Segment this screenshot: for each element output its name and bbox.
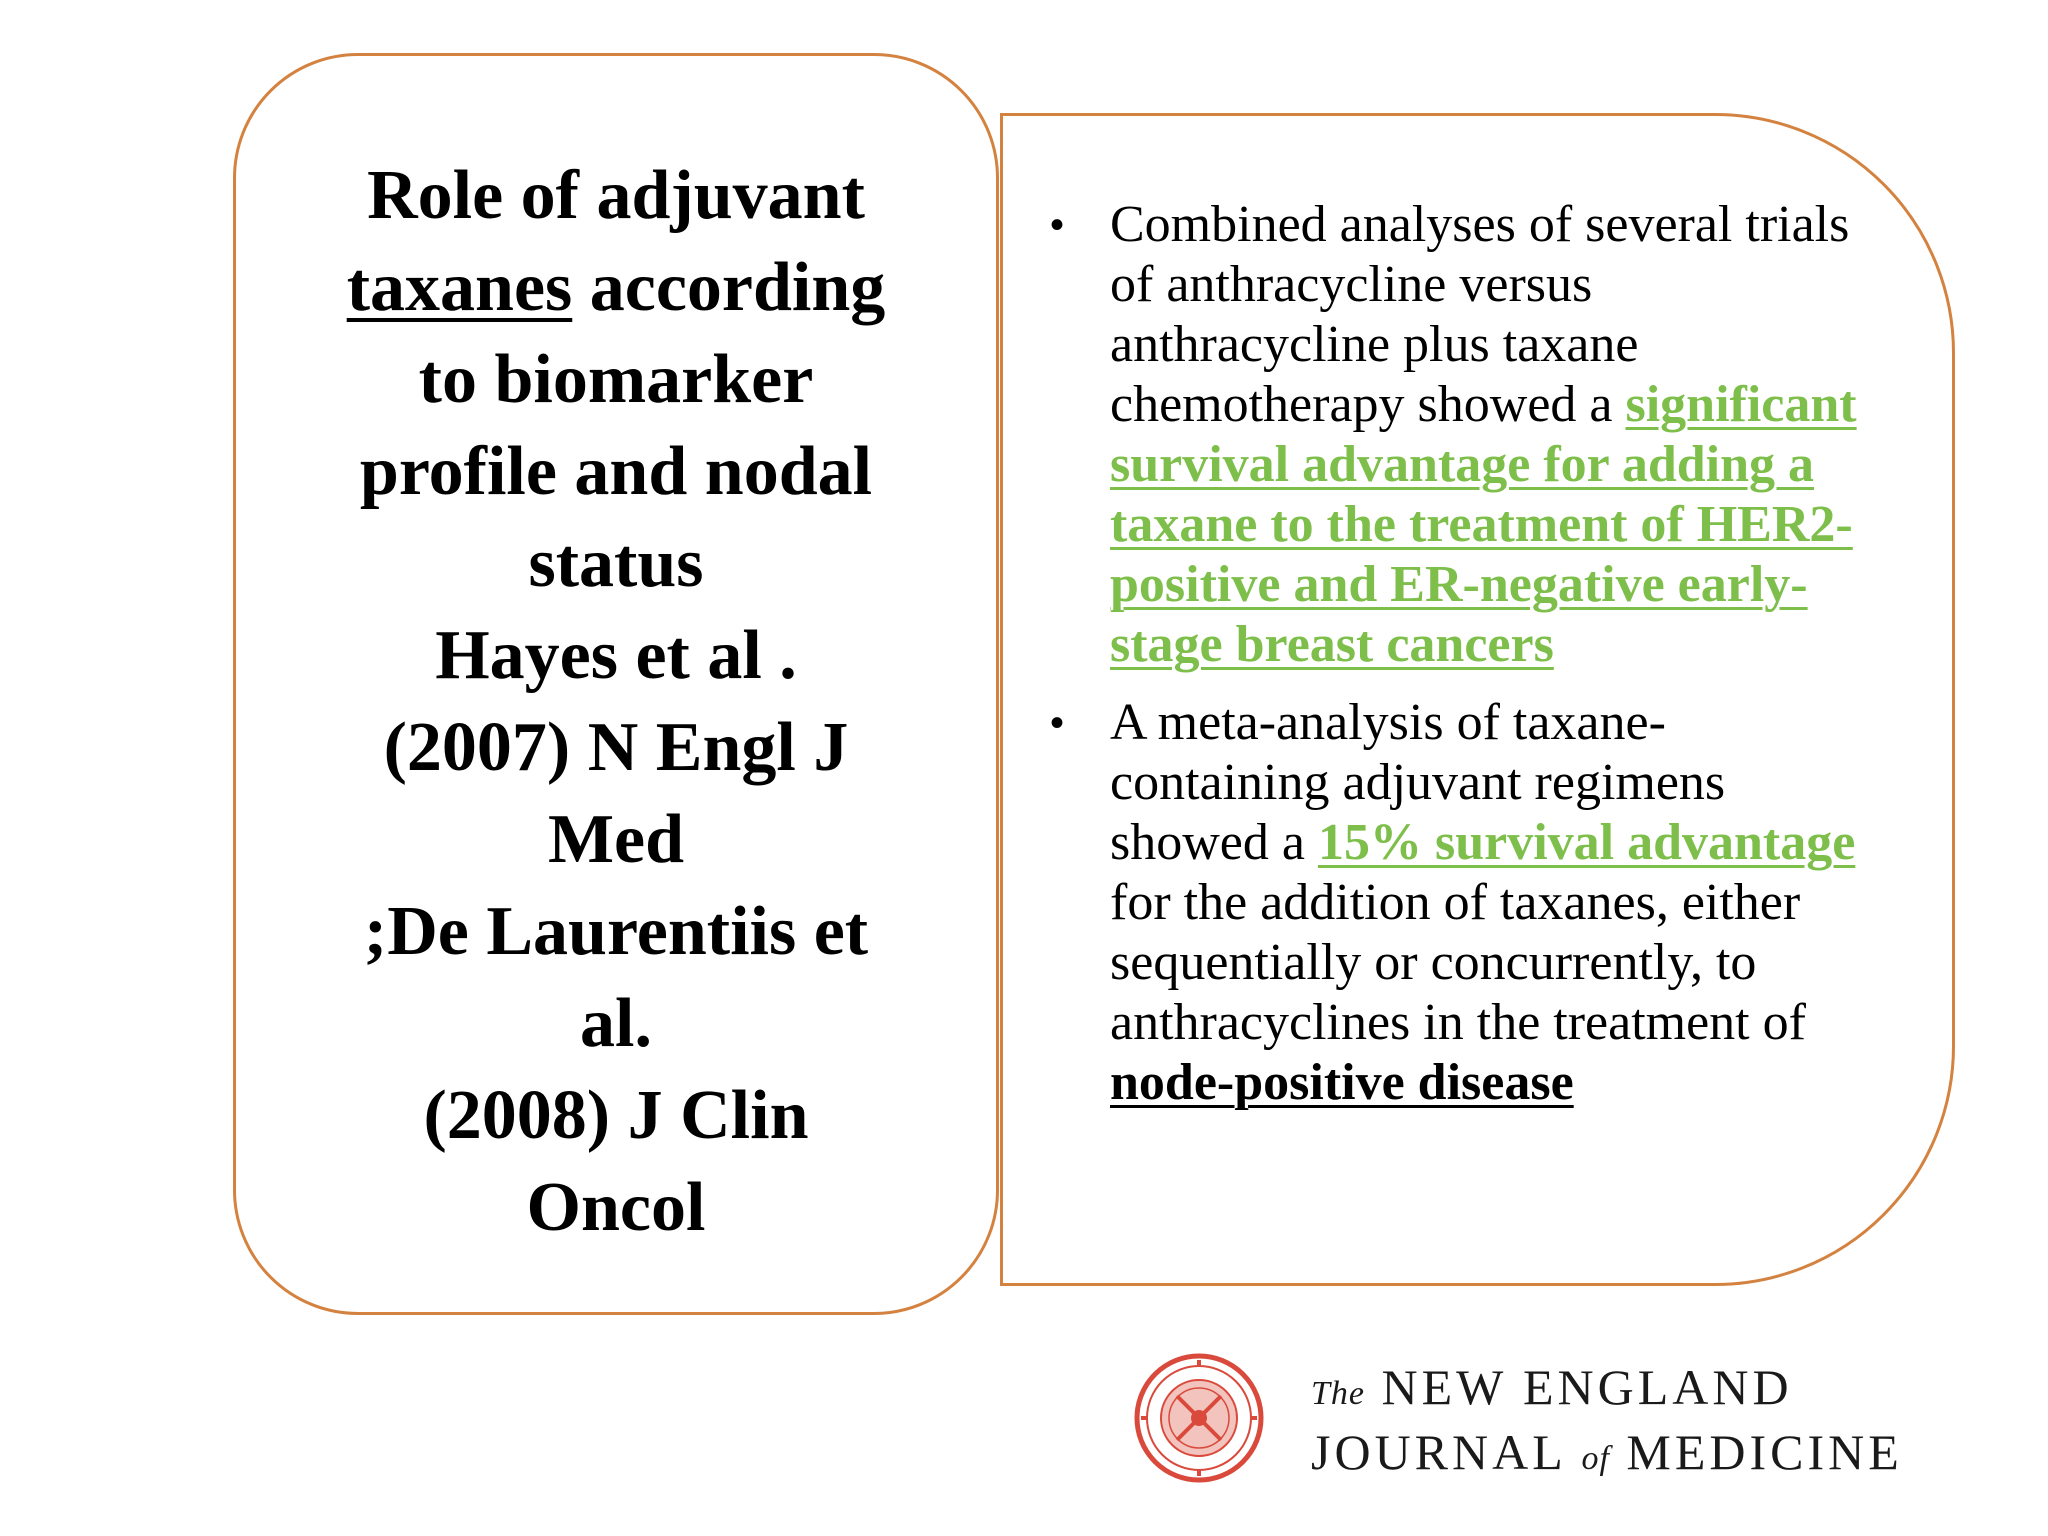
nejm-logo [1133,1352,1993,1502]
title-line-3: to biomarker [418,341,814,418]
title-line-4: profile and nodal [359,433,873,510]
bullet-1-highlight: significant survival advantage for adding a taxane to the treatment of HER2-positive and ER-negative early-stage breast cancers [1110,376,1857,673]
bullet-2-bold: node-positive disease [1110,1054,1574,1111]
title-line-2 [276,242,956,334]
citation-line-1: Hayes et al . [435,617,797,694]
logo-medicine: MEDICINE [1626,1424,1903,1480]
bullet-2-text-start: A meta-analysis of taxane-containing adjuvant regimens showed a [1110,694,1726,871]
title-line-1: Role of adjuvant [367,157,865,234]
nejm-wordmark [1311,1358,1903,1488]
citation-line-4: ;De Laurentiis et [363,893,869,970]
logo-of: of [1581,1440,1610,1477]
title-line-2-rest: according [572,249,886,326]
bullet-dot-icon: • [1050,203,1065,247]
bullet-2-text-mid: for the addition of taxanes, either sequentially or concurrently, to anthracyclines in the treatment of [1110,874,1806,1051]
logo-new-england: NEW ENGLAND [1381,1359,1793,1415]
logo-line-1 [1311,1358,1903,1423]
citation-line-3: Med [547,801,685,878]
citation-line-6: (2008) J Clin [423,1077,809,1154]
logo-the: The [1311,1375,1365,1412]
bullet-item-1 [1050,195,1860,675]
logo-journal: JOURNAL [1311,1424,1565,1480]
citation-line-5: al. [580,985,652,1062]
title-text [276,150,956,1254]
citation-line-2: (2007) N Engl J [383,709,849,786]
title-panel [233,53,999,1315]
citation-line-7: Oncol [526,1169,706,1246]
bullet-dot-icon: • [1050,701,1065,745]
bullet-list [1050,195,1860,1131]
bullet-item-2 [1050,693,1860,1113]
title-line-5: status [528,525,704,602]
bullet-2-highlight: 15% survival advantage [1317,814,1856,871]
nejm-seal-icon [1133,1352,1265,1484]
taxanes-underlined: taxanes [346,249,573,326]
logo-line-2 [1311,1423,1903,1488]
bullet-1-text: Combined analyses of several trials of anthracycline versus anthracycline plus taxane chemotherapy showed a [1110,196,1850,433]
